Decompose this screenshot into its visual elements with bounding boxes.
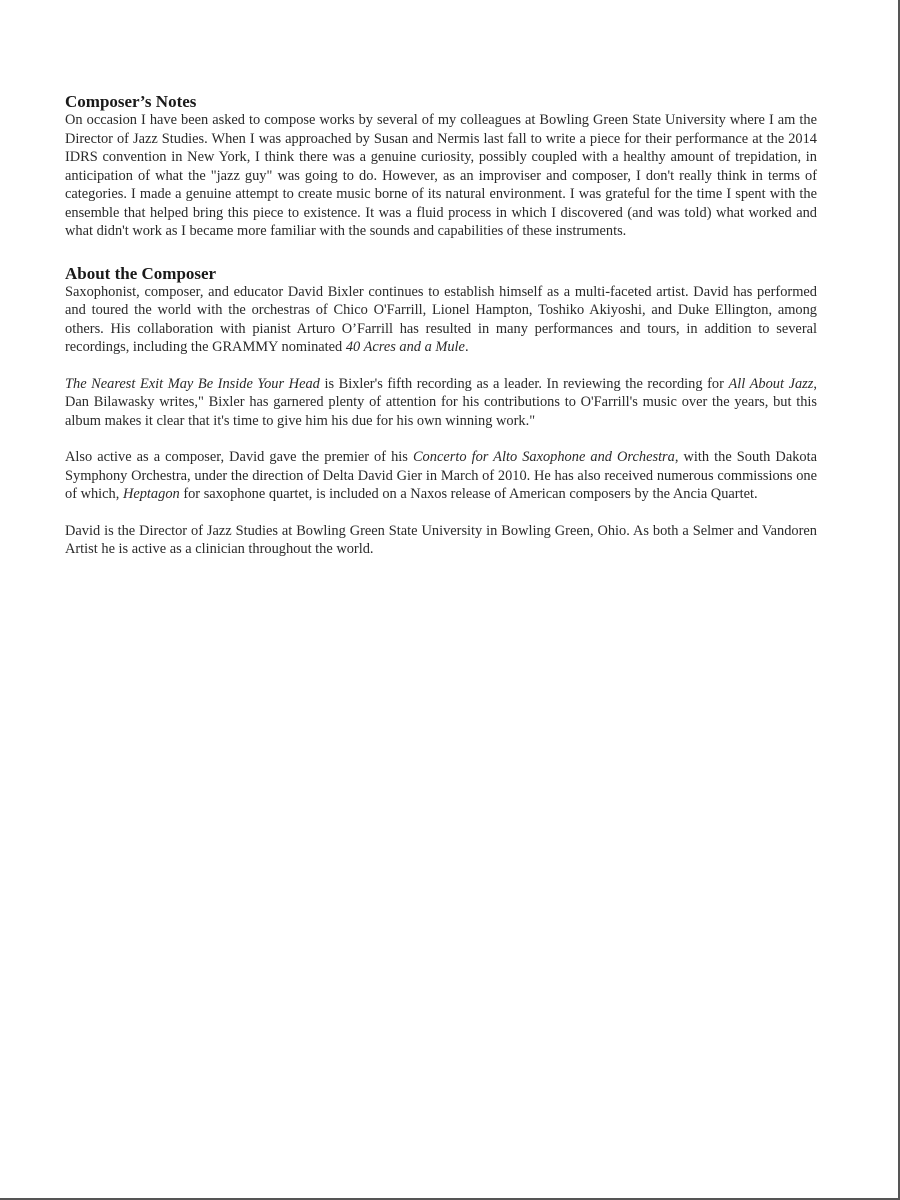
document-body [65,92,817,559]
bio-p1-end: . [464,339,469,355]
bio-paragraph-3 [65,448,817,504]
about-composer-heading: About the Composer [65,263,217,283]
composers-notes-heading: Composer’s Notes [65,92,197,111]
composers-notes-section [65,92,817,241]
bio-p3-text-1: Also active as a composer, David gave the premier of his [65,449,413,465]
about-composer-section [65,264,817,559]
bio-paragraph-4: David is the Director of Jazz Studies at Bowling Green State University in Bowling Green, Ohio. As both a Selmer and Vandoren Artist he is active as a clinician throughout the world. [65,522,817,557]
bio-p3-text-3: for saxophone quartet, is included on a Naxos release of American composers by the Ancia Quartet. [179,486,758,502]
album-title-40-acres: 40 Acres and a Mule [345,339,465,355]
bio-p2-text-2: , Dan Bilawasky writes," Bixler has garnered plenty of attention for his contributions to O'Farrill's music over the years, but this album makes it clear that it's time to give him his due for his own winning work." [65,375,817,429]
bio-p2-text-1: is Bixler's fifth recording as a leader. In reviewing the recording for [319,375,729,392]
work-title-concerto: Concerto for Alto Saxophone and Orchestra [412,449,675,465]
album-title-nearest-exit: The Nearest Exit May Be Inside Your Head [65,375,320,392]
publication-all-about-jazz: All About Jazz [728,375,814,392]
composers-notes-paragraph: On occasion I have been asked to compose works by several of my colleagues at Bowling Green State University where I am the Director of Jazz Studies. When I was approached by Susan and Nermis last fall to write a piece for their performance at the 2014 IDRS convention in New York, I think there was a genuine curiosity, possibly coupled with a healthy amount of trepidation, in anticipation of what the "jazz guy" was going to do. However, as an improviser and composer, I don't really think in terms of categories. I made a genuine attempt to create music borne of its natural environment. I was grateful for the time I spent with the ensemble that helped bring this piece to existence. It was a fluid process in which I discovered (and was told) what worked and what didn't work as I became more familiar with the sounds and capabilities of these instruments. [65,112,817,239]
bio-p3-text-2: , with the South Dakota Symphony Orchestra, under the direction of Delta David Gier in March of 2010. He has also received numerous commissions one of which, [65,449,817,502]
work-title-heptagon: Heptagon [122,486,180,502]
bio-paragraph-2 [65,375,817,431]
bio-p1-text: Saxophonist, composer, and educator David Bixler continues to establish himself as a multi-faceted artist. David has performed and toured the world with the orchestras of Chico O'Farrill, Lionel Hampton, Toshiko Akiyoshi, and Duke Ellington, among others. His collaboration with pianist Arturo O’Farrill has resulted in many performances and tours, in addition to several recordings, including the GRAMMY nominated [65,283,817,355]
bio-paragraph-1 [65,283,817,357]
